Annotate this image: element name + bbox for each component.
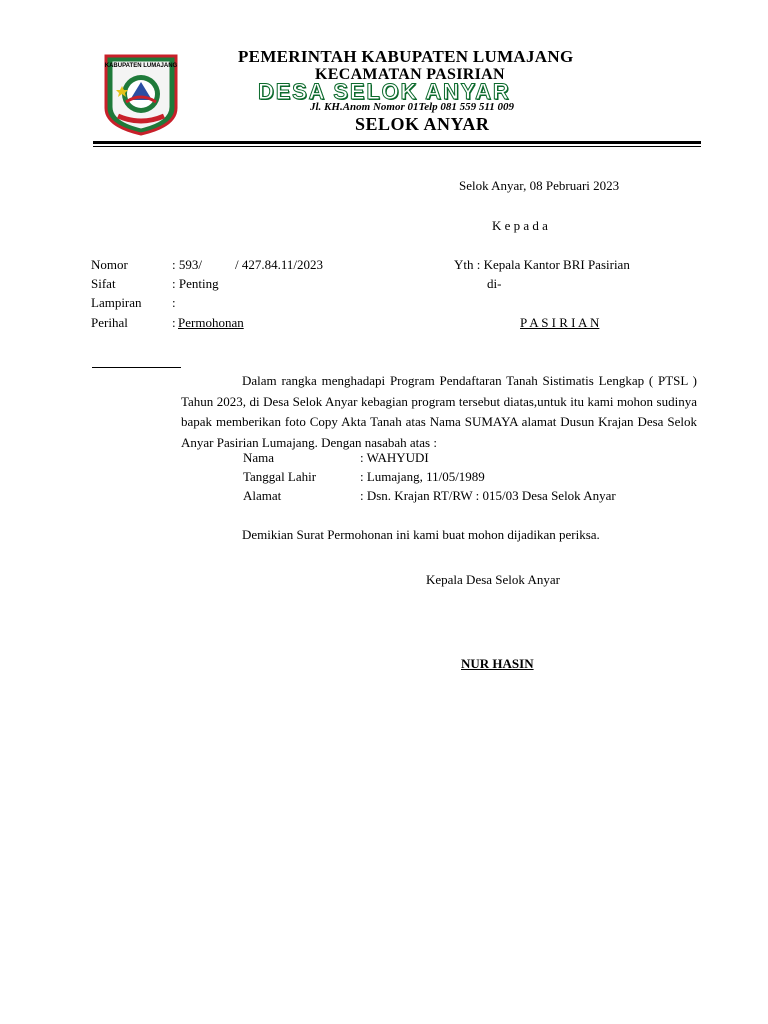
body-paragraph [181, 371, 697, 453]
field-nama-value: : WAHYUDI [360, 450, 429, 465]
nomor-value: / 427.84.11/2023 [235, 257, 323, 272]
letterhead-line-5: SELOK ANYAR [355, 114, 490, 134]
letterhead-divider-thick [93, 141, 701, 144]
letterhead-line-2: KECAMATAN PASIRIAN [315, 66, 505, 83]
closing-sentence: Demikian Surat Permohonan ini kami buat mohon dijadikan periksa. [242, 527, 600, 542]
sifat-value: : Penting [172, 276, 219, 291]
lampiran-label: Lampiran [91, 295, 142, 310]
signature-title: Kepala Desa Selok Anyar [426, 572, 560, 587]
letterhead-address: Jl. KH.Anom Nomor 01Telp 081 559 511 009 [310, 101, 515, 113]
svg-text:KABUPATEN LUMAJANG: KABUPATEN LUMAJANG [104, 63, 178, 69]
nomor-colon: : 593/ [172, 257, 202, 272]
field-alamat-value: : Dsn. Krajan RT/RW : 015/03 Desa Selok Anyar [360, 488, 616, 503]
letterhead-divider-thin [93, 146, 701, 147]
perihal-label: Perihal [91, 315, 128, 330]
letter-date: Selok Anyar, 08 Pebruari 2023 [459, 178, 620, 193]
signature-name: NUR HASIN [461, 656, 534, 671]
kabupaten-lumajang-logo [102, 52, 180, 136]
field-nama-label: Nama [243, 450, 275, 465]
separator-line [92, 367, 181, 368]
field-tanggal-lahir-value: : Lumajang, 11/05/1989 [360, 469, 485, 484]
kepada-label: K e p a d a [492, 218, 548, 233]
sifat-label: Sifat [91, 276, 116, 291]
body-paragraph-text: Dalam rangka menghadapi Program Pendaftaran Tanah Sistimatis Lengkap ( PTSL ) Tahun 2023, di Desa Selok Anyar kebagian program tersebut diatas,untuk itu kami mohon sudinya bapak memberikan foto Copy Akta Tanah atas Nama SUMAYA alamat Dusun Krajan Desa Selok Anyar Pasirian Lumajang. Dengan nasabah atas : [181, 373, 697, 450]
field-tanggal-lahir-label: Tanggal Lahir [243, 469, 317, 484]
perihal-value: Permohonan [178, 315, 244, 330]
perihal-colon: : [172, 315, 176, 330]
recipient-yth: Yth : Kepala Kantor BRI Pasirian [454, 257, 630, 272]
nomor-label: Nomor [91, 257, 128, 272]
field-alamat-label: Alamat [243, 488, 282, 503]
letterhead-line-1: PEMERINTAH KABUPATEN LUMAJANG [238, 47, 574, 66]
lampiran-value: : [172, 295, 176, 310]
recipient-place: P A S I R I A N [520, 315, 600, 330]
recipient-di: di- [487, 276, 502, 291]
letterhead-village-title: DESA SELOK ANYAR [258, 79, 511, 104]
